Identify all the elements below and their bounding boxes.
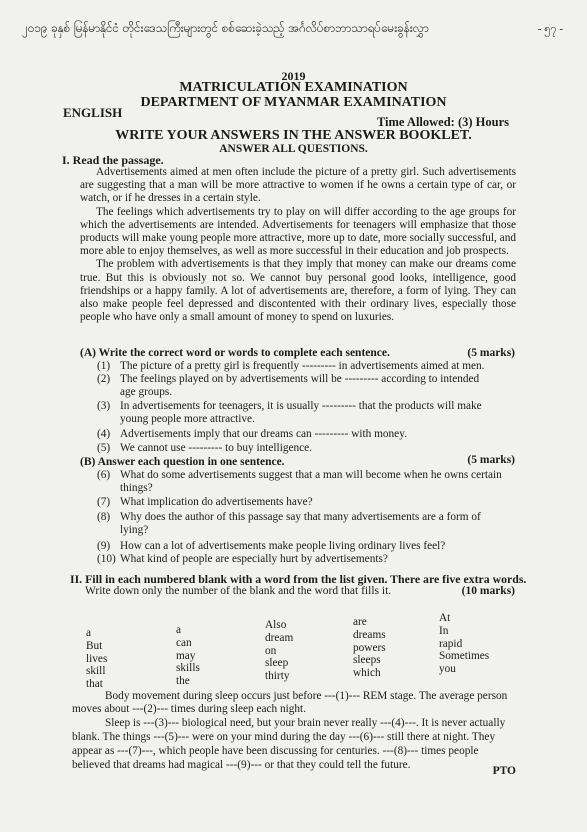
question-item <box>97 428 515 441</box>
question-item <box>97 553 515 566</box>
question-text: The feelings played on by advertisements will be --------- according to intended <box>120 373 480 385</box>
question-number: (7) <box>97 496 111 508</box>
question-continuation: things? <box>120 482 153 494</box>
question-text: The picture of a pretty girl is frequently --------- in advertisements aimed at men. <box>120 360 485 372</box>
word-list-item: skills <box>176 662 200 675</box>
question-item <box>97 373 515 399</box>
cloze-passage-line: blank. The things ---(5)--- were on your mind during the day ---(6)--- still there at night. They <box>72 731 496 743</box>
question-text: How can a lot of advertisements make people living ordinary lives feel? <box>120 540 446 552</box>
cloze-passage-line: believed that dreams had magical ---(9)--- or that they could tell the future. <box>72 759 411 771</box>
instruction-answer-all: ANSWER ALL QUESTIONS. <box>219 143 368 155</box>
question-text: What kind of people are especially hurt by advertisements? <box>120 553 388 565</box>
question-item <box>97 469 515 495</box>
part-a-marks: (5 marks) <box>467 347 515 359</box>
word-list-item: you <box>439 663 456 676</box>
page-turn-over: PTO <box>492 765 516 777</box>
reading-passage <box>80 166 516 324</box>
question-text: In advertisements for teenagers, it is usually --------- that the products will make <box>120 400 482 412</box>
exam-year: 2019 <box>281 69 306 83</box>
word-list-item: In <box>439 624 449 637</box>
question-number: (8) <box>97 511 111 523</box>
section-2-instruction: Write down only the number of the blank and the word that fills it. <box>85 585 392 597</box>
exam-department: DEPARTMENT OF MYANMAR EXAMINATION <box>140 95 447 110</box>
question-item <box>97 400 515 426</box>
word-list-item: a <box>86 627 92 639</box>
passage-paragraph: The problem with advertisements is that they imply that money can make our dreams come true. But this is obviously not so. We cannot buy personal good looks, intelligence, good friendships or a happy family. A lot of advertisements are, therefore, a form of lying. They can also make people feel depressed and discontented with their ordinary lives, especially those people who have only a small amount of money to spend on luxuries. <box>80 258 516 324</box>
question-number: (10) <box>97 553 116 565</box>
question-continuation: lying? <box>120 524 149 536</box>
word-list-column <box>353 616 386 680</box>
burmese-header: ၂၀၁၉ ခုနှစ် မြန်မာနိုင်ငံ တိုင်းဒေသကြီးများတွင် စစ်ဆေးခဲ့သည့် အင်္ဂလိပ်စာဘာသာရပ်မေးခွန်းလွှာ <box>22 21 429 35</box>
word-list-column <box>176 624 200 688</box>
word-list-item: thirty <box>265 670 290 683</box>
word-list-item: skill <box>86 665 106 678</box>
word-list-column <box>439 612 489 676</box>
question-item <box>97 360 515 373</box>
time-allowed: Time Allowed: (3) Hours <box>376 115 509 129</box>
section-2-marks: (10 marks) <box>461 585 515 597</box>
question-number: (2) <box>97 373 111 385</box>
subject-label: ENGLISH <box>63 105 123 120</box>
question-number: (4) <box>97 428 111 440</box>
word-list-item: that <box>86 678 103 691</box>
word-list-item: Also <box>265 619 287 631</box>
word-list-item: At <box>439 612 451 624</box>
page-number: - ၅၇ - <box>537 23 563 35</box>
cloze-passage-line: appear as ---(7)---, which people have been discussing for centuries. ---(8)--- times people <box>72 745 479 757</box>
exam-title: MATRICULATION EXAMINATION <box>179 80 408 95</box>
question-text: We cannot use --------- to buy intelligence. <box>120 442 312 454</box>
question-continuation: age groups. <box>120 386 173 398</box>
question-item <box>97 442 515 455</box>
word-list-item: But <box>86 639 103 652</box>
passage-paragraph: The feelings which advertisements try to play on will differ according to the age groups for which the advertisements are intended. Advertisements for teenagers will emphasize that those products will make young people more attractive, more up to date, more socially successful, and more able to enjoy themselves, as well as more successful in their education and job prospects. <box>80 205 516 258</box>
section-2-heading: II. Fill in each numbered blank with a word from the list given. There are five extra words. <box>70 572 527 586</box>
word-list-item: sleeps <box>353 654 381 667</box>
section-1-heading: I. Read the passage. <box>62 153 164 167</box>
word-list-column <box>86 627 107 691</box>
word-list-item: can <box>176 636 192 649</box>
word-list-item: a <box>176 624 182 636</box>
word-list-item: dream <box>265 631 294 644</box>
cloze-passage-line: Body movement during sleep occurs just before ---(1)--- REM stage. The average person <box>105 690 508 702</box>
part-b-heading: (B) Answer each question in one sentence. <box>80 456 285 468</box>
passage-paragraph: Advertisements aimed at men often include the picture of a pretty girl. Such advertisements are suggesting that a man will be more attractive to women if he owns a certain type of car, or watch, or if he dresses in a certain style. <box>80 166 516 205</box>
part-b-marks: (5 marks) <box>467 454 515 466</box>
question-item <box>97 540 515 553</box>
question-item <box>97 511 515 537</box>
question-text: What implication do advertisements have? <box>120 496 313 508</box>
word-list-item: which <box>353 667 381 680</box>
word-list-item: the <box>176 675 190 688</box>
word-list-item: dreams <box>353 628 386 641</box>
question-item <box>97 496 515 509</box>
question-number: (3) <box>97 400 111 412</box>
question-text: Why does the author of this passage say that many advertisements are a form of <box>120 511 481 523</box>
question-number: (6) <box>97 469 111 481</box>
word-list-item: Sometimes <box>439 650 490 663</box>
word-list-item: rapid <box>439 637 463 650</box>
word-list-item: powers <box>353 641 386 654</box>
question-number: (9) <box>97 540 111 552</box>
question-text: Advertisements imply that our dreams can --------- with money. <box>120 428 407 440</box>
word-list-item: sleep <box>265 657 289 670</box>
word-list-item: may <box>176 649 196 662</box>
question-continuation: young people more attractive. <box>120 413 255 425</box>
word-list-column <box>265 619 293 683</box>
word-list-item: lives <box>86 652 108 665</box>
word-list-item: on <box>265 644 277 657</box>
cloze-passage-line: moves about ---(2)--- times during sleep each night. <box>72 703 307 715</box>
question-number: (5) <box>97 442 111 454</box>
word-list-item: are <box>353 616 367 628</box>
cloze-passage-line: Sleep is ---(3)--- biological need, but your brain never really ---(4)---. It is never actually <box>105 717 506 729</box>
part-a-heading: (A) Write the correct word or words to complete each sentence. <box>80 347 390 359</box>
question-number: (1) <box>97 360 111 372</box>
question-text: What do some advertisements suggest that a man will become when he owns certain <box>120 469 502 481</box>
instruction-write: WRITE YOUR ANSWERS IN THE ANSWER BOOKLET. <box>115 128 472 143</box>
